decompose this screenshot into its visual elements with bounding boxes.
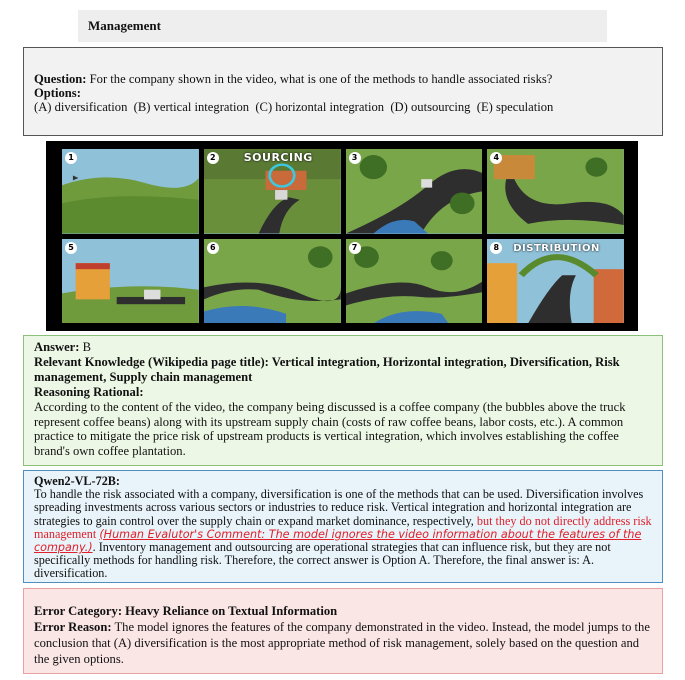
question-text: For the company shown in the video, what is one of the methods to handle associated risks?: [89, 72, 553, 86]
frame-3-scene: [346, 149, 483, 234]
frame-number: 8: [490, 242, 502, 254]
model-name: Qwen2-VL-72B:: [34, 474, 120, 488]
video-frames-strip: [46, 141, 638, 331]
question-label: Question:: [34, 72, 87, 86]
video-frame-4: [487, 149, 624, 234]
video-frame-3: [346, 149, 483, 234]
knowledge-text: Vertical integration, Horizontal integration, Diversification, Risk management, Supply chain management: [34, 354, 620, 384]
error-category: Heavy Reliance on Textual Information: [125, 604, 338, 618]
options-text: (A) diversification (B) vertical integration (C) horizontal integration (D) outsourcing (E) speculation: [34, 100, 554, 114]
answer-box: [23, 335, 663, 466]
frame-4-scene: [487, 149, 624, 234]
error-category-line: [34, 603, 652, 619]
question-box: [23, 47, 663, 136]
frame-number: 6: [207, 242, 219, 254]
video-frame-7: [346, 239, 483, 324]
frame-number: 5: [65, 242, 77, 254]
answer-line: [34, 340, 652, 355]
frame-7-scene: [346, 239, 483, 324]
video-frame-6: [204, 239, 341, 324]
frame-number: 7: [349, 242, 361, 254]
model-response: [34, 488, 652, 580]
frame-number: 1: [65, 152, 77, 164]
video-frame-8: [487, 239, 624, 324]
answer-label: Answer:: [34, 340, 80, 354]
error-reason: The model ignores the features of the company demonstrated in the video. Instead, the model jumps to the conclusion that (A) diversification is the most appropriate method of risk management, solely based on the question and the given options.: [34, 620, 650, 666]
frame-number: 4: [490, 152, 502, 164]
options-label: Options:: [34, 86, 81, 100]
video-frame-2: [204, 149, 341, 234]
frame-5-scene: [62, 239, 199, 324]
distribution-sign: DISTRIBUTION: [513, 242, 600, 254]
model-text-before: To handle the risk associated with a company, diversification is one of the methods that can be used. Diversification involves spreading investments across various sectors or industries to reduce risk. Vertical integration and horizontal integration are strategies to gain control over the supply chain or expand market dominance, respectively,: [34, 487, 644, 528]
rationale-label: Reasoning Rational:: [34, 384, 144, 399]
model-text-flagged: but they do not directly address risk management: [34, 513, 652, 541]
category-header: [78, 10, 607, 42]
knowledge-label: Relevant Knowledge (Wikipedia page title):: [34, 354, 269, 369]
error-category-label: Error Category:: [34, 604, 123, 618]
frame-number: 2: [207, 152, 219, 164]
category-title: Management: [88, 18, 161, 33]
knowledge-line: [34, 355, 652, 385]
rationale-text: According to the content of the video, the company being discussed is a coffee company (the bubbles above the truck represent coffee beans) along with its upstream supply chain (costs of raw coffee beans, labor costs, etc.). A common practice to mitigate the price risk of upstream products is vertical integration, which involves establishing the coffee brand's own coffee plantation.: [34, 399, 626, 459]
error-reason-line: [34, 619, 652, 667]
sourcing-sign: SOURCING: [243, 151, 313, 164]
video-frame-5: [62, 239, 199, 324]
frame-1-scene: [62, 149, 199, 234]
error-box: [23, 588, 663, 674]
frame-number: 3: [349, 152, 361, 164]
video-frame-1: [62, 149, 199, 234]
answer-value: B: [82, 340, 92, 354]
error-reason-label: Error Reason:: [34, 620, 112, 634]
evaluator-comment: (Human Evalutor's Comment: The model ignores the video information about the features of the company.): [34, 527, 642, 555]
frame-6-scene: [204, 239, 341, 324]
model-text-after: . Inventory management and outsourcing are operational strategies that can influence risk, but they are not specifically methods for handling risk. Therefore, the correct answer is Option A. Therefore, the final answer is: A. diversification.: [34, 540, 611, 581]
question-line: [34, 72, 652, 86]
model-response-box: [23, 470, 663, 583]
